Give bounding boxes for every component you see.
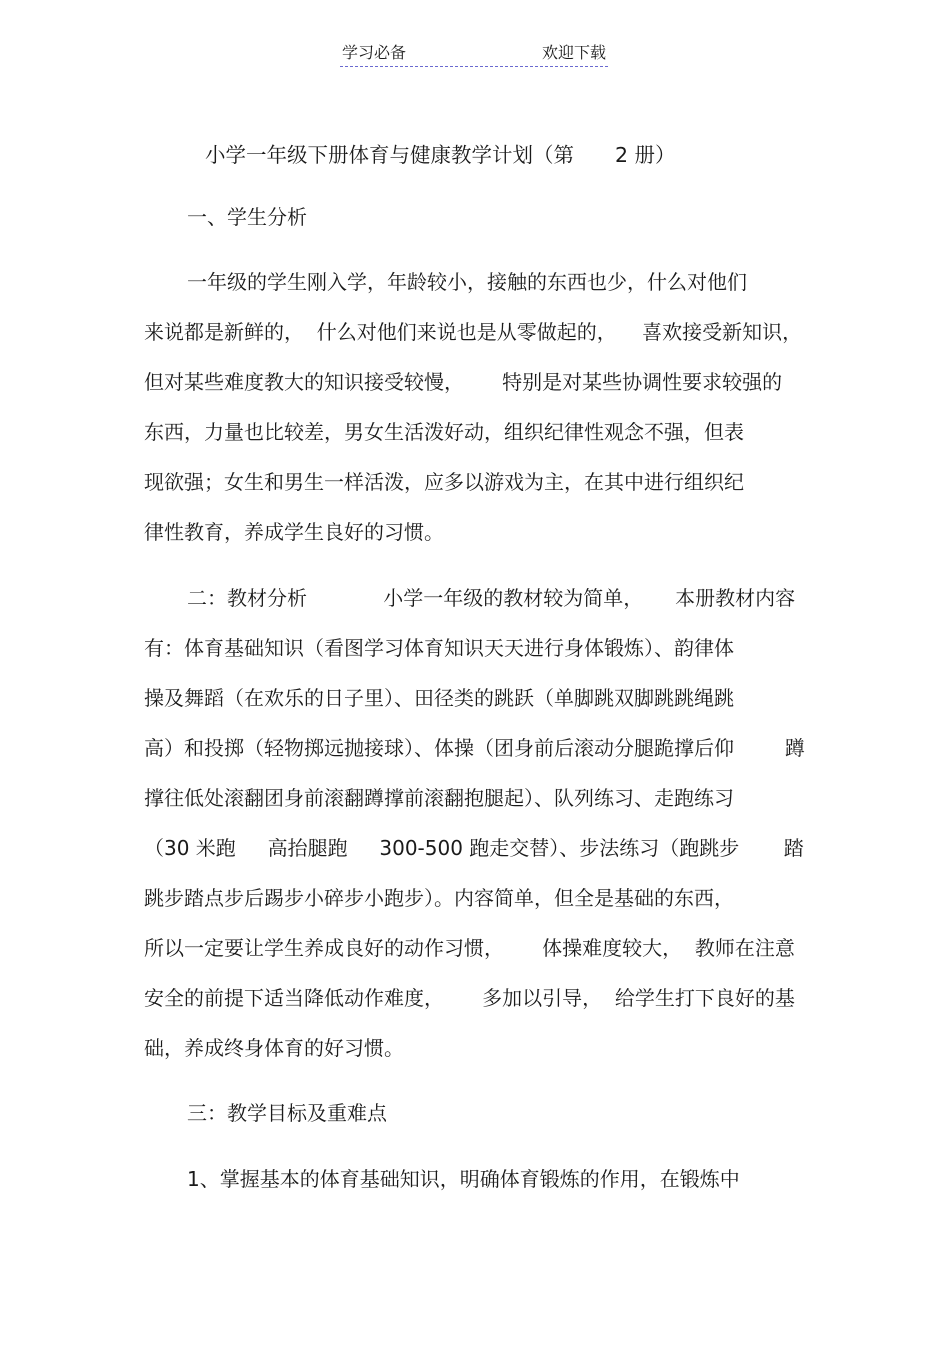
paragraph-line: 高）和投掷（轻物掷远抛接球）、体操（团身前后滚动分腿跪撑后仰 蹲 <box>144 736 805 760</box>
paragraph-line: 但对某些难度教大的知识接受较慢， 特别是对某些协调性要求较强的 <box>144 370 783 394</box>
section-heading-textbook-analysis: 二：教材分析 小学一年级的教材较为简单， 本册教材内容 <box>187 586 796 610</box>
document-title: 小学一年级下册体育与健康教学计划（第 2 册） <box>205 143 676 167</box>
paragraph-line: 律性教育，养成学生良好的习惯。 <box>144 520 444 544</box>
paragraph-line: 跳步踏点步后踢步小碎步小跑步）。内容简单，但全是基础的东西， <box>144 886 734 910</box>
paragraph-line: 东西，力量也比较差，男女生活泼好动，组织纪律性观念不强，但表 <box>144 420 744 444</box>
paragraph-line: 有：体育基础知识（看图学习体育知识天天进行身体锻炼）、韵律体 <box>144 636 734 660</box>
paragraph-line: 撑往低处滚翻团身前滚翻蹲撑前滚翻抱腿起）、队列练习、走跑练习 <box>144 786 734 810</box>
paragraph-line: 1、掌握基本的体育基础知识，明确体育锻炼的作用，在锻炼中 <box>187 1167 740 1191</box>
section-heading-student-analysis: 一、学生分析 <box>187 205 307 229</box>
header-left-text: 学习必备 <box>342 43 407 62</box>
section-heading-teaching-goals: 三：教学目标及重难点 <box>187 1101 387 1125</box>
page-header <box>340 40 608 67</box>
paragraph-line: 现欲强；女生和男生一样活泼，应多以游戏为主，在其中进行组织纪 <box>144 470 744 494</box>
paragraph-line: （30 米跑 高抬腿跑 300-500 跑走交替）、步法练习（跑跳步 踏 <box>144 836 804 860</box>
header-right-text: 欢迎下载 <box>541 43 606 62</box>
paragraph-line: 操及舞蹈（在欢乐的日子里）、田径类的跳跃（单脚跳双脚跳跳绳跳 <box>144 686 734 710</box>
paragraph-line: 一年级的学生刚入学，年龄较小，接触的东西也少，什么对他们 <box>187 270 747 294</box>
paragraph-line: 所以一定要让学生养成良好的动作习惯， 体操难度较大， 教师在注意 <box>144 936 795 960</box>
paragraph-line: 础，养成终身体育的好习惯。 <box>144 1036 404 1060</box>
paragraph-line: 安全的前提下适当降低动作难度， 多加以引导， 给学生打下良好的基 <box>144 986 795 1010</box>
paragraph-line: 来说都是新鲜的， 什么对他们来说也是从零做起的， 喜欢接受新知识， <box>144 320 803 344</box>
